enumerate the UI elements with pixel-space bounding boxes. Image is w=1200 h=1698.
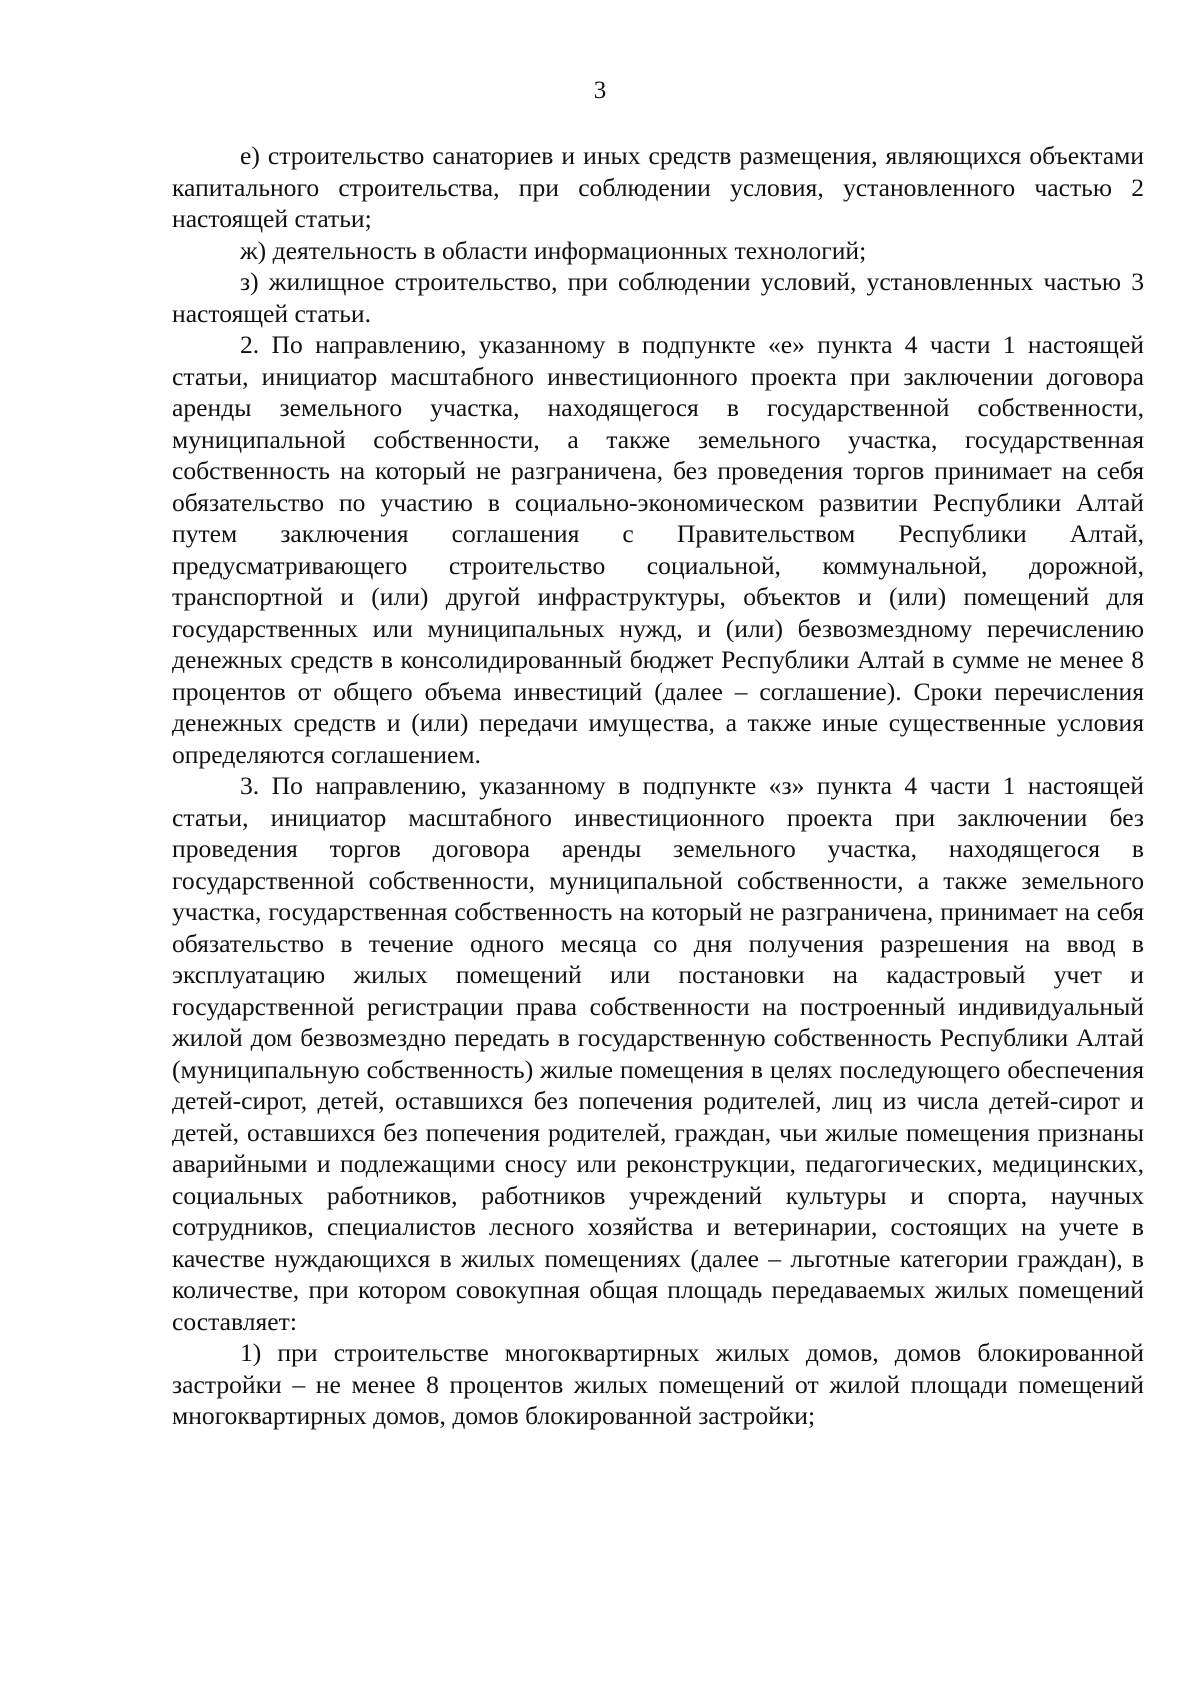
document-body [172, 140, 1144, 1432]
paragraph-part-3: 3. По направлению, указанному в подпункте «з» пункта 4 части 1 настоящей статьи, инициатор масштабного инвестиционного проекта при заключении без проведения торгов договора аренды земельного участка, находящегося в государственной собственности, муниципальной собственности, а также земельного участка, государственная собственность на который не разграничена, принимает на себя обязательство в течение одного месяца со дня получения разрешения на ввод в эксплуатацию жилых помещений или постановки на кадастровый учет и государственной регистрации права собственности на построенный индивидуальный жилой дом безвозмездно передать в государственную собственность Республики Алтай (муниципальную собственность) жилые помещения в целях последующего обеспечения детей-сирот, детей, оставшихся без попечения родителей, лиц из числа детей-сирот и детей, оставшихся без попечения родителей, граждан, чьи жилые помещения признаны аварийными и подлежащими сносу или реконструкции, педагогических, медицинских, социальных работников, работников учреждений культуры и спорта, научных сотрудников, специалистов лесного хозяйства и ветеринарии, состоящих на учете в качестве нуждающихся в жилых помещениях (далее – льготные категории граждан), в количестве, при котором совокупная общая площадь передаваемых жилых помещений составляет: [172, 771, 1144, 1336]
page-number: 3 [593, 77, 607, 104]
paragraph-part-2: 2. По направлению, указанному в подпункте «е» пункта 4 части 1 настоящей статьи, инициатор масштабного инвестиционного проекта при заключении договора аренды земельного участка, находящегося в государственной собственности, муниципальной собственности, а также земельного участка, государственная собственность на который не разграничена, без проведения торгов принимает на себя обязательство по участию в социально-экономическом развитии Республики Алтай путем заключения соглашения с Правительством Республики Алтай, предусматривающего строительство социальной, коммунальной, дорожной, транспортной и (или) другой инфраструктуры, объектов и (или) помещений для государственных или муниципальных нужд, и (или) безвозмездному перечислению денежных средств в консолидированный бюджет Республики Алтай в сумме не менее 8 процентов от общего объема инвестиций (далее – соглашение). Сроки перечисления денежных средств и (или) передачи имущества, а также иные существенные условия определяются соглашением. [172, 330, 1144, 769]
paragraph-subitem-1: 1) при строительстве многоквартирных жилых домов, домов блокированной застройки – не менее 8 процентов жилых помещений от жилой площади помещений многоквартирных домов, домов блокированной застройки; [172, 1338, 1144, 1430]
paragraph-item-e: е) строительство санаториев и иных средств размещения, являющихся объектами капитального строительства, при соблюдении условия, установленного частью 2 настоящей статьи; [172, 141, 1144, 233]
paragraph-item-z: з) жилищное строительство, при соблюдении условий, установленных частью 3 настоящей статьи. [172, 267, 1144, 328]
paragraph-item-zh: ж) деятельность в области информационных технологий; [240, 235, 867, 265]
